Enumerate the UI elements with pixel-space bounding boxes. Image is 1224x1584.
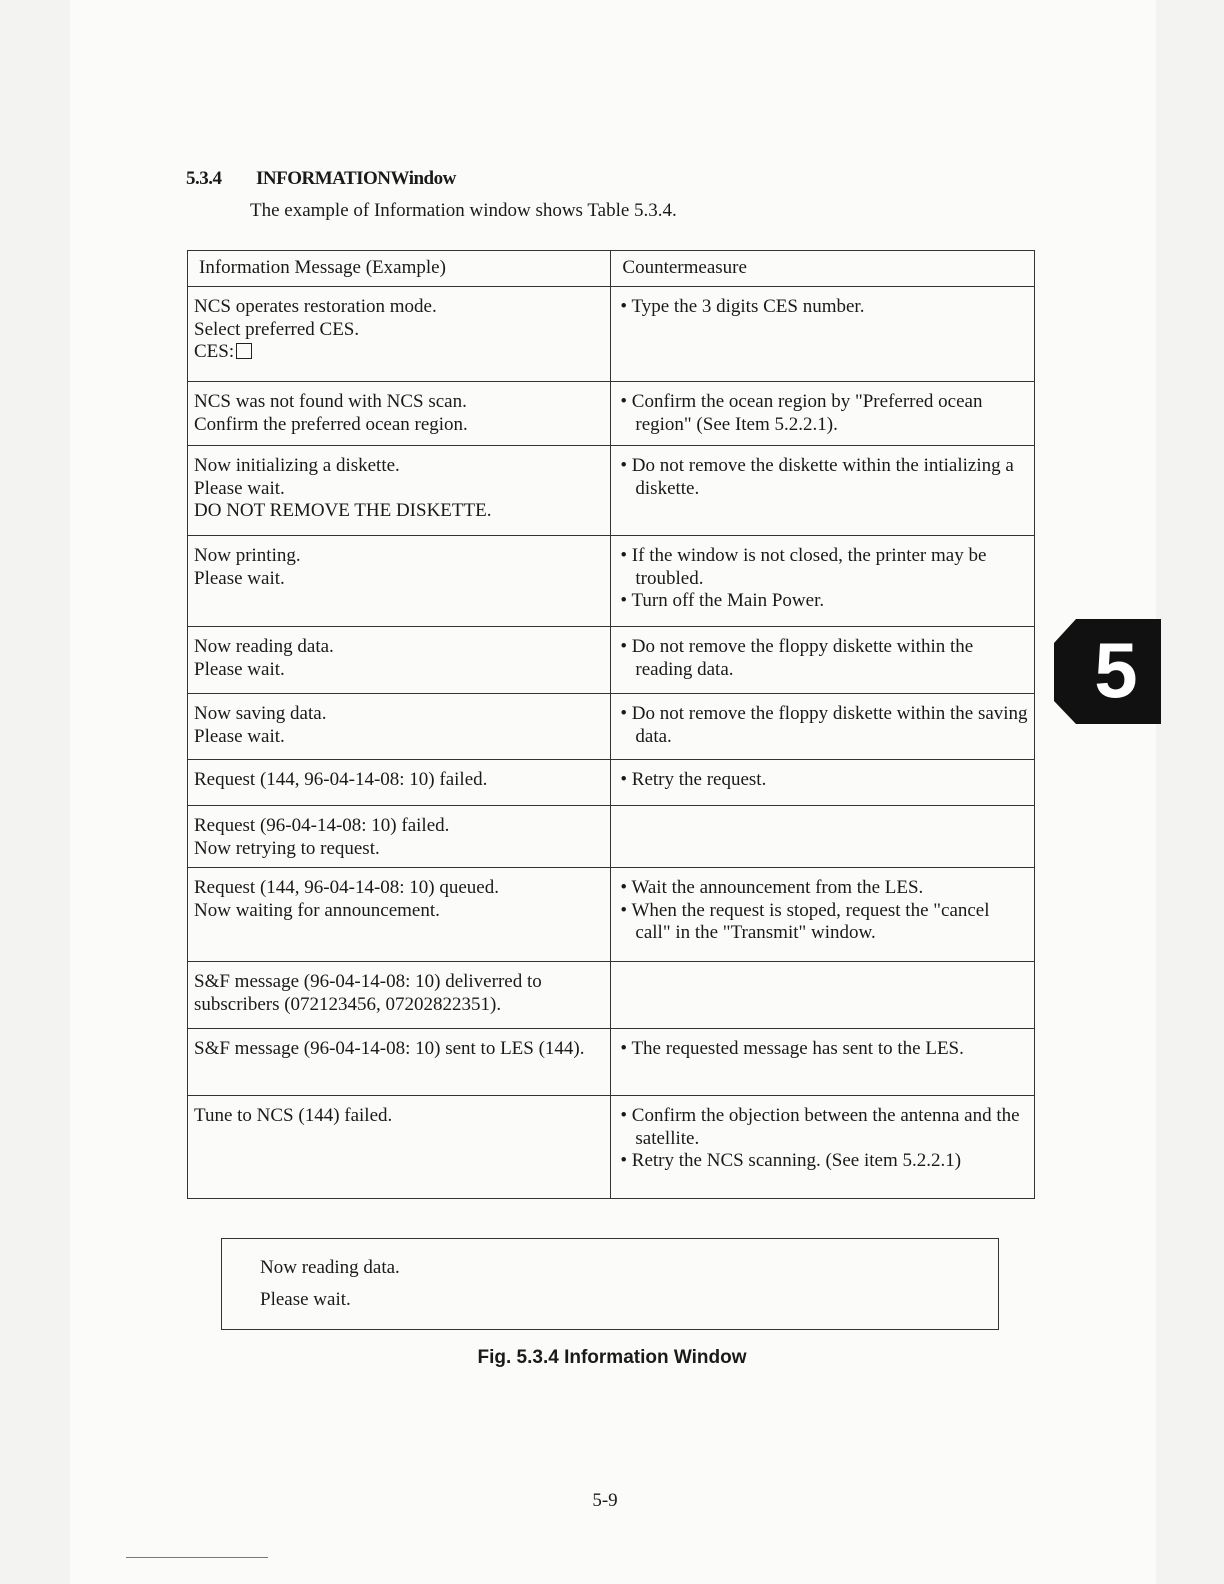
- bullet-icon: •: [620, 703, 632, 724]
- countermeasure-item: [620, 900, 1028, 945]
- countermeasure-item: [620, 590, 1028, 613]
- countermeasure-item: [620, 1105, 1028, 1150]
- message-line: Please wait.: [194, 477, 285, 499]
- table-row: [188, 868, 1035, 962]
- bullet-icon: •: [620, 296, 632, 317]
- countermeasure-text: Confirm the ocean region by "Preferred ocean region" (See Item 5.2.2.1).: [631, 391, 983, 435]
- bullet-icon: •: [620, 545, 632, 566]
- countermeasure-item: [620, 877, 1028, 900]
- countermeasure-text: Confirm the objection between the antenna and the satellite.: [631, 1105, 1020, 1149]
- countermeasure-text: Retry the NCS scanning. (See item 5.2.2.1): [631, 1150, 962, 1171]
- bullet-icon: •: [620, 455, 632, 476]
- countermeasure-cell: [611, 806, 1035, 868]
- countermeasure-cell: [611, 287, 1035, 382]
- countermeasure-cell: [611, 868, 1035, 962]
- message-line: CES:: [194, 341, 235, 362]
- countermeasure-item: [620, 296, 1028, 319]
- bullet-icon: •: [620, 877, 632, 898]
- bullet-icon: •: [620, 769, 632, 790]
- bullet-icon: •: [620, 1150, 632, 1171]
- table-row: [188, 694, 1035, 760]
- message-line: Now printing.: [194, 545, 301, 566]
- table-row: [188, 760, 1035, 806]
- countermeasure-cell: [611, 694, 1035, 760]
- countermeasure-cell: [611, 1029, 1035, 1096]
- information-window-example: [221, 1238, 999, 1330]
- message-line: Please wait.: [194, 658, 285, 680]
- countermeasure-item: [620, 1038, 1028, 1061]
- message-cell: [188, 627, 611, 694]
- message-line: NCS was not found with NCS scan.: [194, 391, 467, 412]
- message-cell: [188, 1029, 611, 1096]
- bullet-icon: •: [620, 1105, 632, 1126]
- message-cell: [188, 868, 611, 962]
- table-row: [188, 627, 1035, 694]
- table-row: [188, 962, 1035, 1029]
- message-cell: [188, 446, 611, 536]
- countermeasure-item: [620, 391, 1028, 436]
- message-line: Now reading data.: [194, 636, 334, 657]
- countermeasure-cell: [611, 382, 1035, 446]
- countermeasure-text: Wait the announcement from the LES.: [631, 877, 924, 898]
- message-line: Confirm the preferred ocean region.: [194, 413, 468, 435]
- countermeasure-item: [620, 545, 1028, 590]
- bullet-icon: •: [620, 590, 632, 611]
- ces-input-box-icon: [236, 343, 252, 359]
- countermeasure-text: Do not remove the diskette within the intializing a diskette.: [631, 455, 1014, 499]
- message-line: Please wait.: [194, 567, 285, 589]
- footer-link-underline: [126, 1557, 268, 1558]
- countermeasure-text: The requested message has sent to the LES.: [631, 1038, 964, 1059]
- message-line: Now initializing a diskette.: [194, 455, 400, 476]
- message-line: Select preferred CES.: [194, 318, 360, 340]
- message-line: NCS operates restoration mode.: [194, 296, 437, 317]
- table-row: [188, 536, 1035, 627]
- message-cell: [188, 287, 611, 382]
- countermeasure-text: Do not remove the floppy diskette within the reading data.: [631, 636, 974, 680]
- countermeasure-item: [620, 1150, 1028, 1173]
- table-row: [188, 287, 1035, 382]
- window-line-2: Please wait.: [260, 1289, 351, 1310]
- countermeasure-cell: [611, 627, 1035, 694]
- message-cell: [188, 1096, 611, 1199]
- bullet-icon: •: [620, 391, 632, 412]
- message-cell: [188, 962, 611, 1029]
- countermeasure-item: [620, 703, 1028, 748]
- message-line: Request (96-04-14-08: 10) failed.: [194, 815, 450, 836]
- countermeasure-text: If the window is not closed, the printer may be troubled.: [631, 545, 987, 589]
- section-title: INFORMATIONWindow: [256, 168, 456, 189]
- countermeasure-cell: [611, 536, 1035, 627]
- message-line: Please wait.: [194, 725, 285, 747]
- message-cell: [188, 694, 611, 760]
- table-row: [188, 806, 1035, 868]
- message-line: Now retrying to request.: [194, 837, 380, 859]
- countermeasure-text: Retry the request.: [631, 769, 767, 790]
- countermeasure-text: Turn off the Main Power.: [631, 590, 825, 611]
- chapter-tab: [1054, 619, 1161, 724]
- bullet-icon: •: [620, 1038, 632, 1059]
- table-row: [188, 1096, 1035, 1199]
- table-row: [188, 1029, 1035, 1096]
- countermeasure-item: [620, 455, 1028, 500]
- figure-caption: Fig. 5.3.4 Information Window: [477, 1347, 747, 1368]
- message-line: Request (144, 96-04-14-08: 10) queued.: [194, 877, 499, 898]
- message-line: Now waiting for announcement.: [194, 899, 440, 921]
- countermeasure-cell: [611, 1096, 1035, 1199]
- countermeasure-cell: [611, 446, 1035, 536]
- window-line-1: Now reading data.: [260, 1257, 400, 1278]
- section-intro: The example of Information window shows Table 5.3.4.: [250, 200, 677, 221]
- chapter-tab-number: 5: [1094, 626, 1138, 714]
- message-cell: [188, 806, 611, 868]
- message-line: Request (144, 96-04-14-08: 10) failed.: [194, 769, 488, 790]
- message-line: Tune to NCS (144) failed.: [194, 1105, 393, 1126]
- information-message-table: [187, 250, 1035, 1199]
- bullet-icon: •: [620, 899, 632, 921]
- message-line: S&F message (96-04-14-08: 10) deliverred to subscribers (072123456, 07202822351).: [194, 971, 542, 1015]
- message-line: DO NOT REMOVE THE DISKETTE.: [194, 500, 492, 521]
- header-countermeasure: Countermeasure: [611, 251, 1035, 287]
- countermeasure-item: [620, 769, 1028, 792]
- section-heading: [186, 168, 456, 190]
- bullet-icon: •: [620, 636, 632, 657]
- countermeasure-text: When the request is stoped, request the "cancel call" in the "Transmit" window.: [631, 899, 990, 943]
- table-header-row: [188, 251, 1035, 287]
- message-line: Now saving data.: [194, 703, 327, 724]
- page-number: 5-9: [592, 1490, 618, 1511]
- section-number: 5.3.4: [186, 168, 222, 189]
- countermeasure-text: Do not remove the floppy diskette within the saving data.: [631, 703, 1028, 747]
- message-line: S&F message (96-04-14-08: 10) sent to LES (144).: [194, 1038, 585, 1059]
- countermeasure-cell: [611, 962, 1035, 1029]
- table-row: [188, 382, 1035, 446]
- table-row: [188, 446, 1035, 536]
- message-cell: [188, 760, 611, 806]
- ces-line: [194, 341, 604, 364]
- message-cell: [188, 382, 611, 446]
- countermeasure-item: [620, 636, 1028, 681]
- header-message: Information Message (Example): [188, 251, 611, 287]
- message-cell: [188, 536, 611, 627]
- countermeasure-text: Type the 3 digits CES number.: [631, 296, 865, 317]
- countermeasure-cell: [611, 760, 1035, 806]
